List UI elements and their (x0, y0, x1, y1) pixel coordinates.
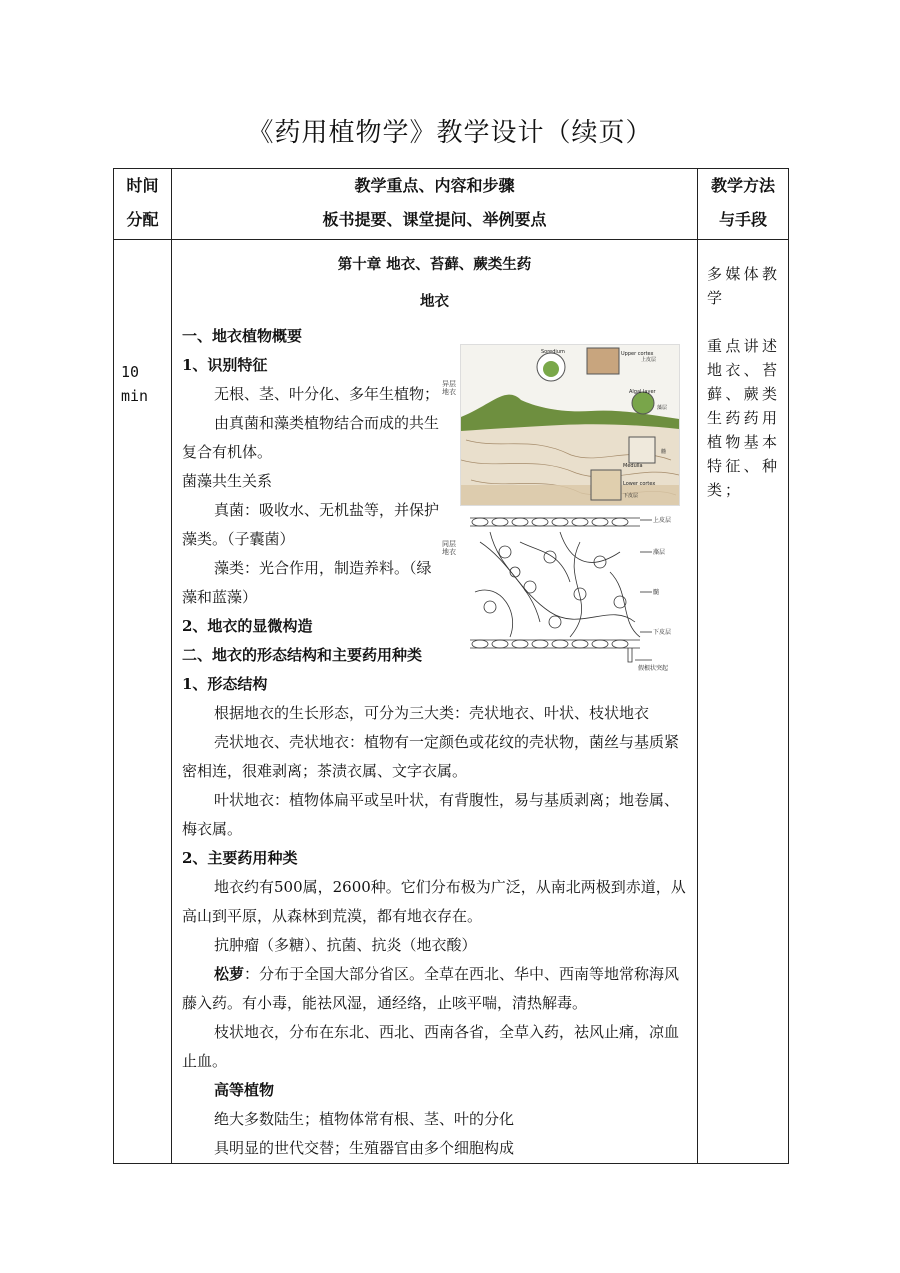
table-header-row (114, 169, 789, 240)
paragraph: 地衣约有500属，2600种。它们分布极为广泛，从南北两极到赤道，从高山到平原，从森林到荒漠，都有地衣存在。 (182, 878, 686, 925)
paragraph: 菌藻共生关系 (182, 472, 273, 490)
paragraph: 无根、茎、叶分化、多年生植物； (214, 385, 440, 403)
paragraph: 由真菌和藻类植物结合而成的共生复合有机体。 (182, 414, 440, 461)
figure-label: 上皮层 (641, 357, 657, 363)
paragraph: 抗肿瘤（多糖）、抗菌、抗炎（地衣酸） (214, 936, 477, 954)
method-line2: 重点讲述地衣、苔藓、蕨类生药药用植物基本特征、种类； (707, 337, 780, 499)
time-value: 10 (121, 363, 140, 381)
heading-3: 高等植物 (214, 1081, 275, 1099)
figure-label: Medulla (623, 463, 643, 469)
homoiomerous-lichen-figure (460, 512, 682, 674)
figure1-side-label: 异层地衣 (442, 380, 456, 396)
paragraph: 藻类：光合作用，制造养料。（绿藻和蓝藻） (182, 559, 432, 606)
heteromerous-lichen-figure (460, 344, 680, 506)
heading-2-2: 2、主要药用种类 (182, 849, 298, 867)
section-heading: 地衣 (420, 293, 449, 310)
header-content (172, 169, 698, 240)
header-method (698, 169, 789, 240)
heading-2-1: 1、形态结构 (182, 675, 268, 693)
header-content-line2: 板书提要、课堂提问、举例要点 (322, 210, 547, 229)
table-body-row (114, 240, 789, 1164)
figure-label: 假根状突起 (638, 665, 669, 672)
species-text: ：分布于全国大部分省区。全草在西北、华中、西南等地常称海风藤入药。有小毒，能祛风湿，通经络，止咳平喘，清热解毒。 (182, 965, 680, 1012)
figure-label: 下皮层 (623, 493, 639, 499)
paragraph: 壳状地衣、壳状地衣：植物有一定颜色或花纹的壳状物，菌丝与基质紧密相连，很难剥离；茶渍衣属、文字衣属。 (182, 733, 680, 780)
figure-label: 髓 (661, 449, 667, 455)
header-time-line1: 时间 (126, 176, 159, 195)
time-cell (114, 240, 172, 1164)
paragraph: 绝大多数陆生；植物体常有根、茎、叶的分化 (214, 1110, 515, 1128)
paragraph: 具明显的世代交替；生殖器官由多个细胞构成 (214, 1139, 515, 1157)
paragraph: 根据地衣的生长形态，可分为三大类：壳状地衣、叶状、枝状地衣 (214, 704, 650, 722)
heading-1: 一、地衣植物概要 (182, 327, 303, 345)
heading-1-1: 1、识别特征 (182, 356, 268, 374)
figure-label: 髓 (653, 589, 660, 596)
heading-2: 二、地衣的形态结构和主要药用种类 (182, 646, 423, 664)
header-time-line2: 分配 (126, 210, 159, 229)
figure-label: Algal layer (629, 389, 656, 395)
lesson-table (113, 168, 789, 1164)
figure-label: 下皮层 (653, 629, 672, 636)
content-cell (172, 240, 698, 1164)
header-method-line1: 教学方法 (710, 176, 775, 195)
page-title: 《药用植物学》教学设计（续页） (247, 118, 653, 148)
figure-label: Soredium (541, 349, 565, 355)
paragraph: 叶状地衣：植物体扁平或呈叶状，有背腹性，易与基质剥离；地卷属、梅衣属。 (182, 791, 680, 838)
header-content-line1: 教学重点、内容和步骤 (354, 176, 515, 195)
method-line1: 多媒体教学 (707, 265, 780, 307)
paragraph: 枝状地衣，分布在东北、西北、西南各省，全草入药，祛风止痛，凉血止血。 (182, 1023, 680, 1070)
figure-label: Lower cortex (623, 481, 656, 487)
figure2-side-label: 同层地衣 (442, 540, 456, 556)
time-unit: min (121, 387, 149, 405)
figure-label: Upper cortex (621, 351, 654, 357)
species-name: 松萝 (214, 965, 245, 983)
paragraph: 真菌：吸收水、无机盐等，并保护藻类。（子囊菌） (182, 501, 440, 548)
chapter-heading: 第十章 地衣、苔藓、蕨类生药 (337, 256, 532, 273)
figure-label: 藻层 (657, 405, 668, 411)
figure-label: 上皮层 (653, 517, 672, 524)
method-cell (698, 240, 789, 1164)
heading-1-2: 2、地衣的显微构造 (182, 617, 313, 635)
paragraph (182, 960, 687, 1018)
header-method-line2: 与手段 (718, 210, 767, 229)
header-time (114, 169, 172, 240)
figure-label: 藻层 (653, 549, 666, 556)
